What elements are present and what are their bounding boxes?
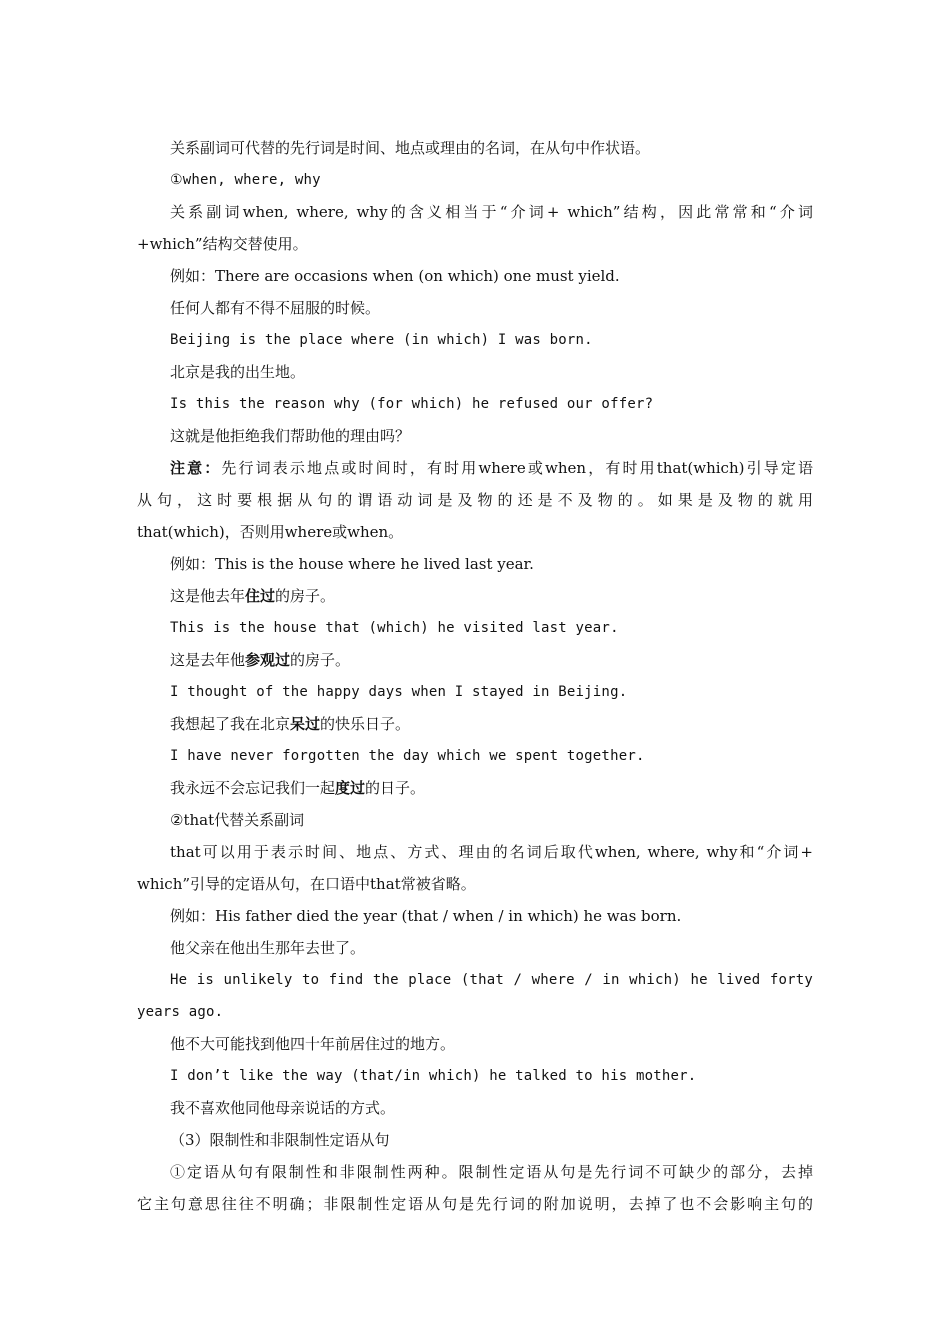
emphasis-text: 度过 [335,779,366,797]
translation-line: 我不喜欢他同他母亲说话的方式。 [170,1099,396,1117]
section-heading: （3）限制性和非限制性定语从句 [170,1131,390,1149]
translation-line: 任何人都有不得不屈服的时候。 [170,299,381,317]
paragraph-line: 关系副词可代替的先行词是时间、地点或理由的名词，在从句中作状语。 [170,139,651,157]
paragraph-line: which”引导的定语从句，在口语中that常被省略。 [137,875,476,893]
translation-line: 他不大可能找到他四十年前居住过的地方。 [170,1035,456,1053]
example-line: Is this the reason why (for which) he refused our offer? [170,396,654,412]
paragraph-line: that可以用于表示时间、地点、方式、理由的名词后取代when, where, why和“介词+ [170,843,813,861]
emphasis-text: 呆过 [290,715,321,733]
example-line: This is the house that (which) he visited last year. [170,620,619,636]
example-line: years ago. [137,1004,224,1020]
document-body [137,132,813,1220]
translation-line [137,580,813,612]
paragraph-line: 关系副词when, where, why的含义相当于“介词+ which”结构，因此常常和“介词 [170,203,813,221]
translation-text: 的快乐日子。 [320,715,411,733]
note-label: 注意： [170,459,222,477]
note-line [137,452,813,484]
translation-text: 这是他去年 [170,587,246,605]
example-line: I don’t like the way (that/in which) he talked to his mother. [170,1068,697,1084]
translation-text: 的日子。 [365,779,426,797]
translation-text: 的房子。 [290,651,351,669]
note-text: 先行词表示地点或时间时，有时用where或when，有时用that(which)引导定语 [221,459,813,477]
example-line: I thought of the happy days when I stayed in Beijing. [170,684,628,700]
translation-line: 他父亲在他出生那年去世了。 [170,939,366,957]
example-line: He is unlikely to find the place (that / where / in which) he lived forty [170,972,813,988]
paragraph-line: that(which)，否则用where或when。 [137,523,404,541]
paragraph-line: 它主句意思往往不明确；非限制性定语从句是先行词的附加说明，去掉了也不会影响主句的 [137,1195,813,1213]
translation-text: 我永远不会忘记我们一起 [170,779,336,797]
emphasis-text: 参观过 [245,651,291,669]
paragraph-line: ①定语从句有限制性和非限制性两种。限制性定语从句是先行词不可缺少的部分，去掉 [170,1163,813,1181]
translation-line [137,644,813,676]
paragraph-line: ①when, where, why [170,172,321,188]
emphasis-text: 住过 [245,587,276,605]
translation-text: 我想起了我在北京 [170,715,291,733]
paragraph-line: 从句，这时要根据从句的谓语动词是及物的还是不及物的。如果是及物的就用 [137,491,813,509]
translation-line [137,772,813,804]
example-line: 例如：There are occasions when (on which) one must yield. [170,267,620,285]
translation-text: 这是去年他 [170,651,246,669]
example-line: 例如：His father died the year (that / when / in which) he was born. [170,907,682,925]
subheading-line: ②that代替关系副词 [170,811,305,829]
example-line: Beijing is the place where (in which) I was born. [170,332,593,348]
translation-text: 的房子。 [275,587,336,605]
translation-line: 北京是我的出生地。 [170,363,306,381]
paragraph-line: +which”结构交替使用。 [137,235,308,253]
translation-line: 这就是他拒绝我们帮助他的理由吗？ [170,427,411,445]
translation-line [137,708,813,740]
example-line: 例如：This is the house where he lived last year. [170,555,534,573]
example-line: I have never forgotten the day which we spent together. [170,748,645,764]
